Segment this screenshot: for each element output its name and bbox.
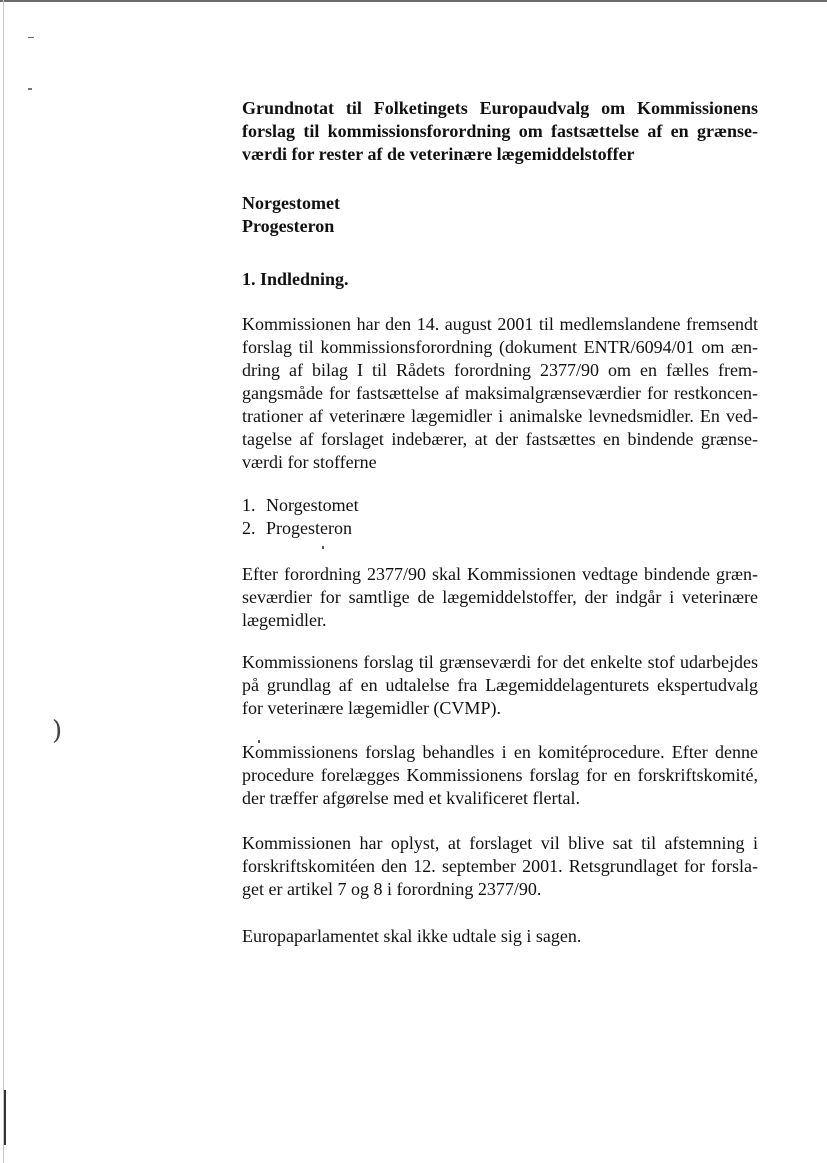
list-number: 1. — [242, 495, 256, 515]
list-text: Progesteron — [266, 518, 352, 538]
document-title: Grundnotat til Folketingets Europaudvalg om Kommissionens forslag til kommissionsforordning om fastsættelse af en grænse-værdi for rester af de veterinære lægemiddelstoffer — [242, 98, 758, 164]
list-item — [242, 517, 758, 540]
scan-speck — [322, 546, 324, 549]
substance-name: Progesteron — [242, 216, 335, 236]
substance-list — [242, 494, 758, 540]
scan-speck — [28, 37, 34, 38]
paragraph-procedure: Kommissionens forslag behandles i en komitéprocedure. Efter denne procedure forelægges Kommissionens forslag for en forskriftskomité, der træffer afgørelse med et kvalificeret flertal. — [242, 742, 758, 808]
paragraph-regulation: Efter forordning 2377/90 skal Kommissionen vedtage bindende græn-seværdier for samtlige de lægemiddelstoffer, der indgår i veterinære lægemidler. — [242, 564, 758, 630]
scan-border-top — [0, 0, 827, 2]
scan-speck — [28, 88, 32, 90]
list-text: Norgestomet — [266, 495, 359, 515]
substance-name: Norgestomet — [242, 193, 340, 213]
list-item — [242, 494, 758, 517]
paragraph-vote: Kommissionen har oplyst, at forslaget vil blive sat til afstemning i forskriftskomitéen den 12. september 2001. Retsgrundlaget for forsla-get er artikel 7 og 8 i forordning 2377/90. — [242, 833, 758, 899]
substance-heading — [242, 192, 758, 238]
scan-mark-left — [4, 1090, 6, 1145]
section-heading: 1. Indledning. — [242, 269, 349, 289]
paragraph-cvmp: Kommissionens forslag til grænseværdi for det enkelte stof udarbejdes på grundlag af en udtalelse fra Lægemiddelagenturets ekspertudvalg for veterinære lægemidler (CVMP). — [242, 652, 758, 718]
paragraph-introduction: Kommissionen har den 14. august 2001 til medlemslandene fremsendt forslag til kommissionsforordning (dokument ENTR/6094/01 om æn-dring af bilag I til Rådets forordning 2377/90 om en fælles frem-gangsmåde for fastsættelse af maksimalgrænseværdier for restkoncen-trationer af veterinære lægemidler i animalske levnedsmidler. En ved-tagelse af forslaget indebærer, at der fastsættes en bindende grænse-værdi for stofferne — [242, 314, 758, 472]
scan-border-left — [3, 0, 4, 1163]
list-number: 2. — [242, 518, 256, 538]
paragraph-parliament: Europaparlamentet skal ikke udtale sig i sagen. — [242, 926, 582, 946]
scan-bracket-mark: ) — [52, 716, 63, 746]
